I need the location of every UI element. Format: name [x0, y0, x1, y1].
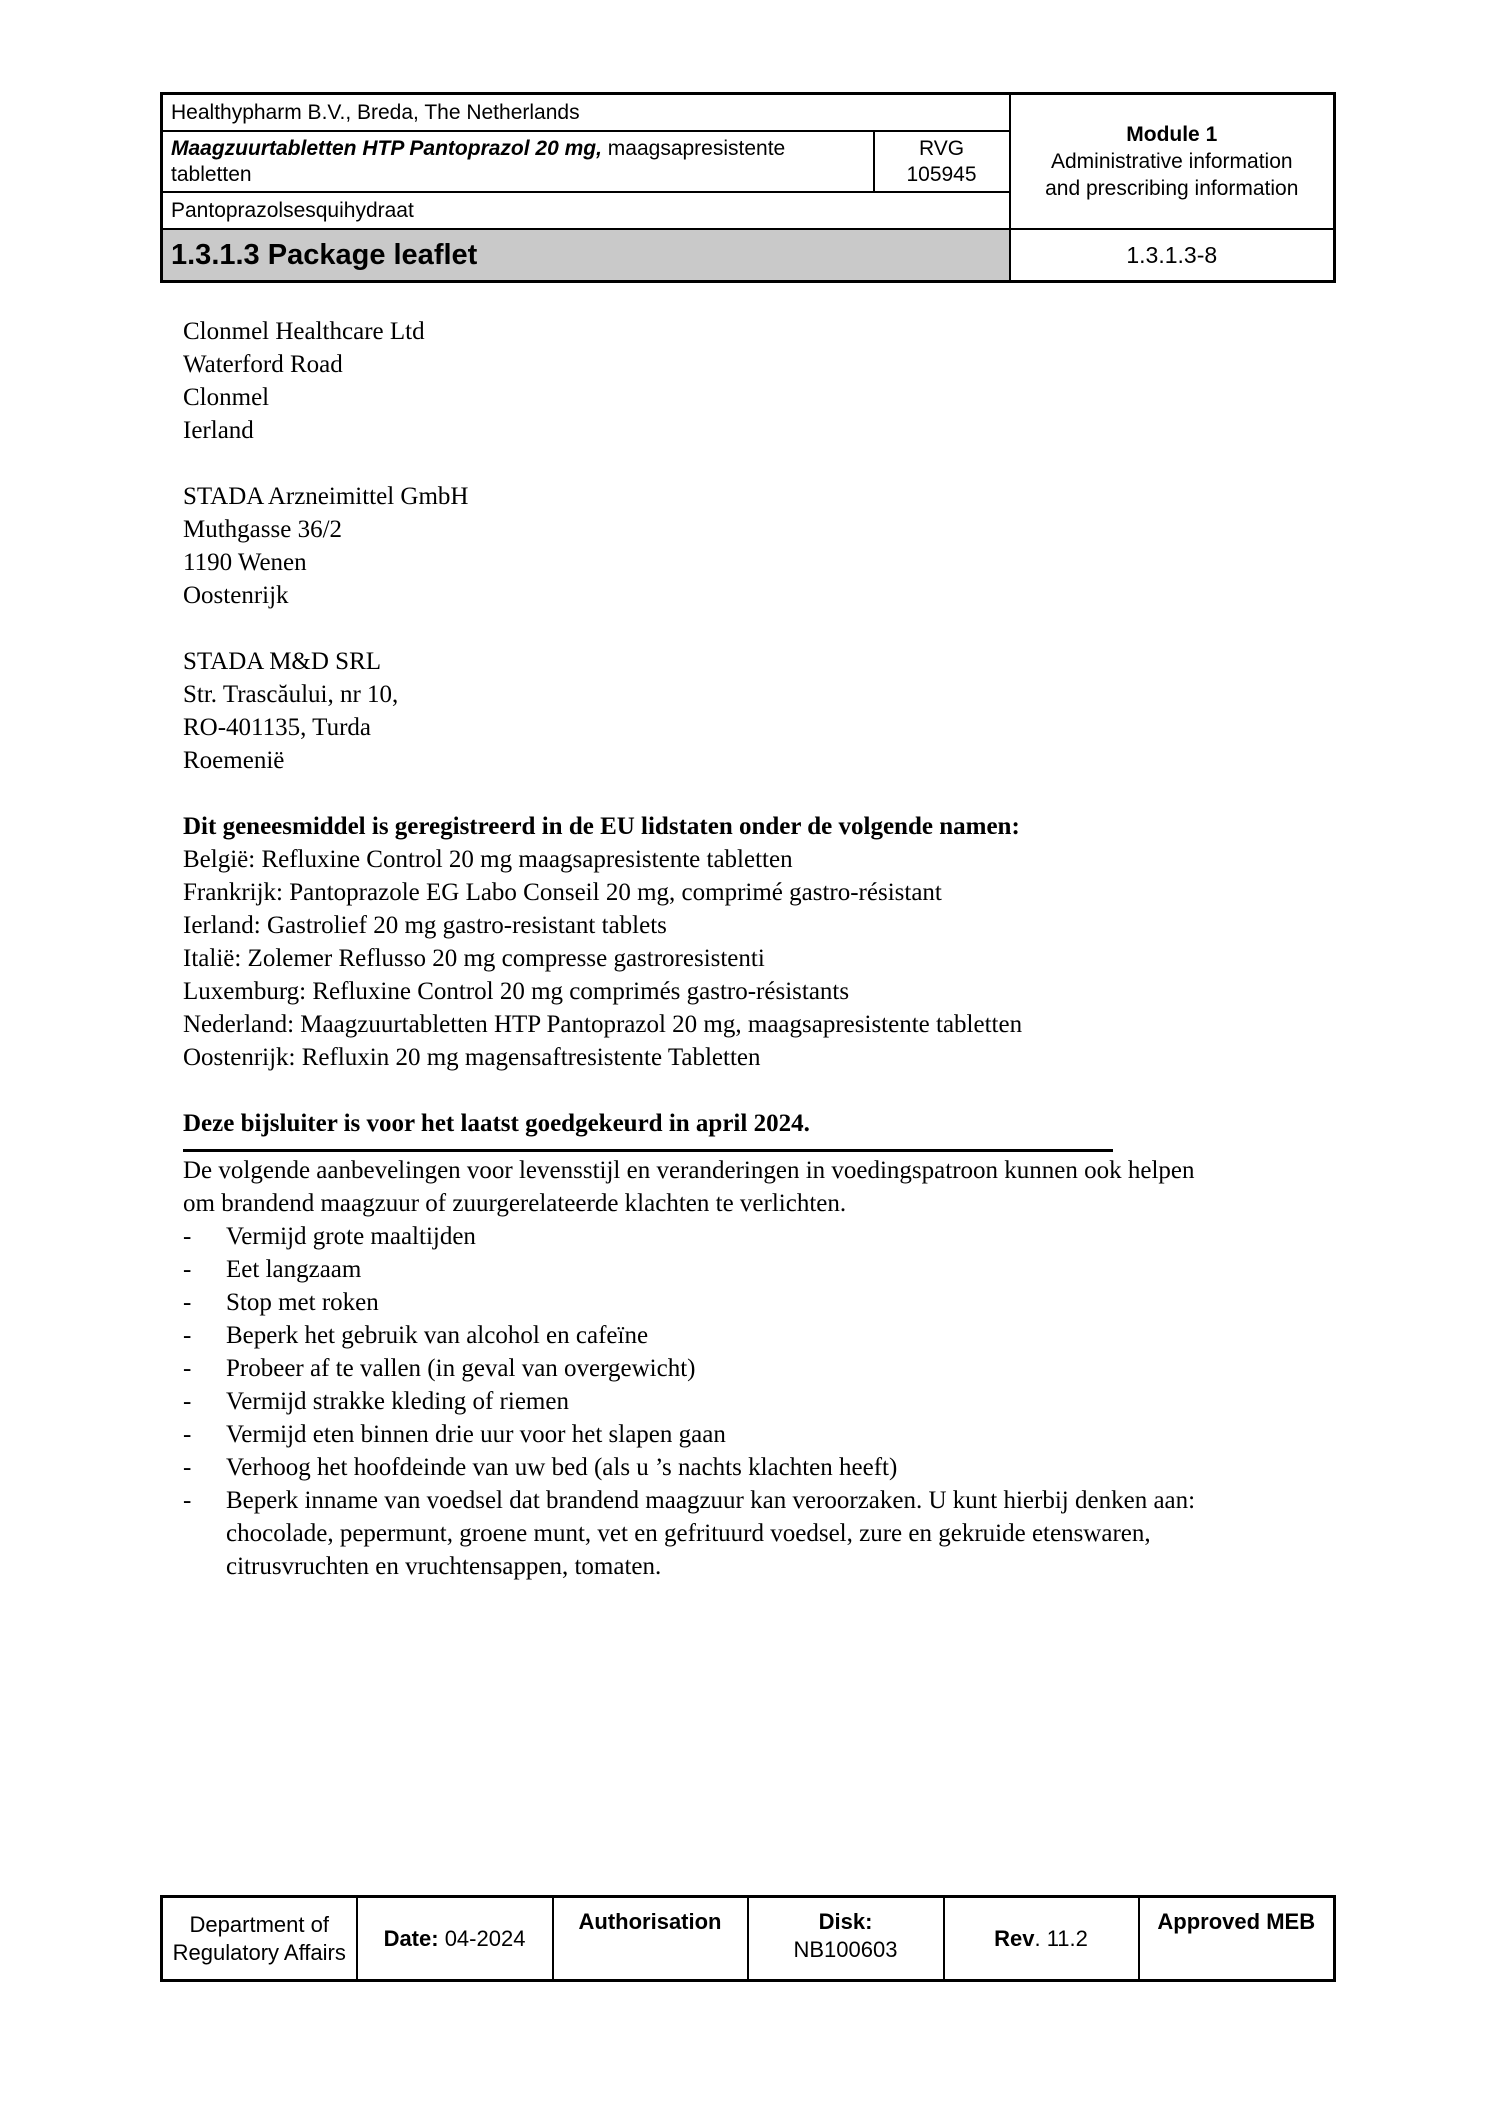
footer-disk-cell [748, 1897, 944, 1981]
bullet-dash: - [183, 1223, 192, 1250]
advice-item-text: Verhoog het hoofdeinde van uw bed (als u ’s nachts klachten heeft) [226, 1454, 898, 1481]
registration-line: België: Refluxine Control 20 mg maagsapresistente tabletten [183, 846, 793, 873]
address-line: Roemenië [183, 747, 285, 774]
advice-item [183, 1286, 1323, 1319]
advice-item [183, 1220, 1323, 1253]
footer-approved-cell: Approved MEB [1139, 1897, 1335, 1981]
rvg-cell [874, 131, 1010, 192]
registration-line: Frankrijk: Pantoprazole EG Labo Conseil 20 mg, comprimé gastro-résistant [183, 879, 942, 906]
bullet-dash: - [183, 1322, 192, 1349]
advice-item-text: Probeer af te vallen (in geval van overgewicht) [226, 1355, 696, 1382]
advice-item-text: Vermijd grote maaltijden [226, 1223, 476, 1250]
footer-date-cell [357, 1897, 553, 1981]
footer-department-line1: Department of [189, 1911, 329, 1937]
rvg-number: 105945 [906, 162, 977, 186]
footer-rev-value: . 11.2 [1034, 1925, 1088, 1951]
rvg-label: RVG [918, 136, 965, 160]
advice-item [183, 1253, 1323, 1286]
section-code: 1.3.1.3-8 [1010, 229, 1335, 282]
footer-date-value: 04-2024 [438, 1925, 526, 1951]
bullet-dash: - [183, 1454, 192, 1481]
bullet-dash: - [183, 1487, 192, 1514]
address-line: Waterford Road [183, 351, 343, 378]
advice-item-line: citrusvruchten en vruchtensappen, tomaten. [226, 1553, 662, 1580]
advice-list [183, 1220, 1323, 1583]
footer-rev-label: Rev [994, 1925, 1035, 1951]
document-body [183, 315, 1323, 1583]
advice-item-multiline [226, 1484, 1323, 1583]
address-block-2 [183, 480, 1323, 612]
footer-disk-label: Disk: [818, 1909, 873, 1934]
horizontal-rule [183, 1149, 1113, 1152]
advice-item [183, 1385, 1323, 1418]
footer-authorisation-cell: Authorisation [553, 1897, 748, 1981]
bullet-dash: - [183, 1289, 192, 1316]
advice-item [183, 1319, 1323, 1352]
header-table [160, 92, 1336, 283]
advice-item [183, 1484, 1323, 1583]
registration-line: Ierland: Gastrolief 20 mg gastro-resistant tablets [183, 912, 667, 939]
registration-line: Luxemburg: Refluxine Control 20 mg comprimés gastro-résistants [183, 978, 850, 1005]
registration-line: Nederland: Maagzuurtabletten HTP Pantoprazol 20 mg, maagsapresistente tabletten [183, 1011, 1023, 1038]
address-line: Oostenrijk [183, 582, 289, 609]
advice-item [183, 1418, 1323, 1451]
address-line: Clonmel [183, 384, 270, 411]
advice-item-line: Beperk inname van voedsel dat brandend maagzuur kan veroorzaken. U kunt hierbij denken aan: [226, 1487, 1196, 1514]
advice-item-text: Stop met roken [226, 1289, 379, 1316]
company-name: Healthypharm B.V., Breda, The Netherlands [162, 94, 1010, 132]
address-line: 1190 Wenen [183, 549, 307, 576]
bullet-dash: - [183, 1355, 192, 1382]
advice-item [183, 1451, 1323, 1484]
bullet-dash: - [183, 1256, 192, 1283]
footer-date-label: Date: [383, 1925, 439, 1951]
advice-item-text: Vermijd strakke kleding of riemen [226, 1388, 569, 1415]
footer-department-cell [162, 1897, 357, 1981]
module-subtitle-line1: Administrative information [1050, 150, 1293, 173]
advice-item [183, 1352, 1323, 1385]
address-block-3 [183, 645, 1323, 777]
address-line: Str. Trascăului, nr 10, [183, 681, 399, 708]
advice-intro [183, 1154, 1323, 1220]
footer-rev-cell [944, 1897, 1139, 1981]
product-name-suffix: maagsapresistente tabletten [171, 136, 786, 186]
footer-table [160, 1895, 1336, 1982]
address-line: STADA Arzneimittel GmbH [183, 483, 469, 510]
advice-intro-line: De volgende aanbevelingen voor levensstijl en veranderingen in voedingspatroon kunnen ook helpen [183, 1157, 1195, 1184]
section-title: 1.3.1.3 Package leaflet [162, 229, 1010, 282]
footer-disk-value: NB100603 [793, 1937, 898, 1962]
module-title: Module 1 [1126, 123, 1218, 146]
registration-line: Oostenrijk: Refluxin 20 mg magensaftresistente Tabletten [183, 1044, 761, 1071]
registered-names-heading: Dit geneesmiddel is geregistreerd in de EU lidstaten onder de volgende namen: [183, 813, 1020, 840]
module-cell [1010, 94, 1335, 230]
address-block-1 [183, 315, 1323, 447]
address-line: Muthgasse 36/2 [183, 516, 343, 543]
bullet-dash: - [183, 1421, 192, 1448]
advice-item-text: Eet langzaam [226, 1256, 362, 1283]
address-line: STADA M&D SRL [183, 648, 382, 675]
advice-intro-line: om brandend maagzuur of zuurgerelateerde klachten te verlichten. [183, 1190, 847, 1217]
bullet-dash: - [183, 1388, 192, 1415]
advice-item-text: Beperk het gebruik van alcohol en cafeïne [226, 1322, 649, 1349]
address-line: Ierland [183, 417, 254, 444]
registration-list [183, 843, 1323, 1074]
advice-item-line: chocolade, pepermunt, groene munt, vet en gefrituurd voedsel, zure en gekruide etenswaren, [226, 1520, 1151, 1547]
address-line: Clonmel Healthcare Ltd [183, 318, 425, 345]
product-name-cell [162, 131, 874, 192]
product-name-bold: Maagzuurtabletten HTP Pantoprazol 20 mg, [171, 136, 602, 160]
substance-name: Pantoprazolsesquihydraat [162, 192, 1010, 229]
module-subtitle-line2: and prescribing information [1045, 177, 1299, 200]
footer-department-line2: Regulatory Affairs [172, 1939, 346, 1965]
address-line: RO-401135, Turda [183, 714, 371, 741]
registration-line: Italië: Zolemer Reflusso 20 mg compresse gastroresistenti [183, 945, 765, 972]
approval-statement: Deze bijsluiter is voor het laatst goedgekeurd in april 2024. [183, 1110, 810, 1137]
advice-item-text: Vermijd eten binnen drie uur voor het slapen gaan [226, 1421, 726, 1448]
